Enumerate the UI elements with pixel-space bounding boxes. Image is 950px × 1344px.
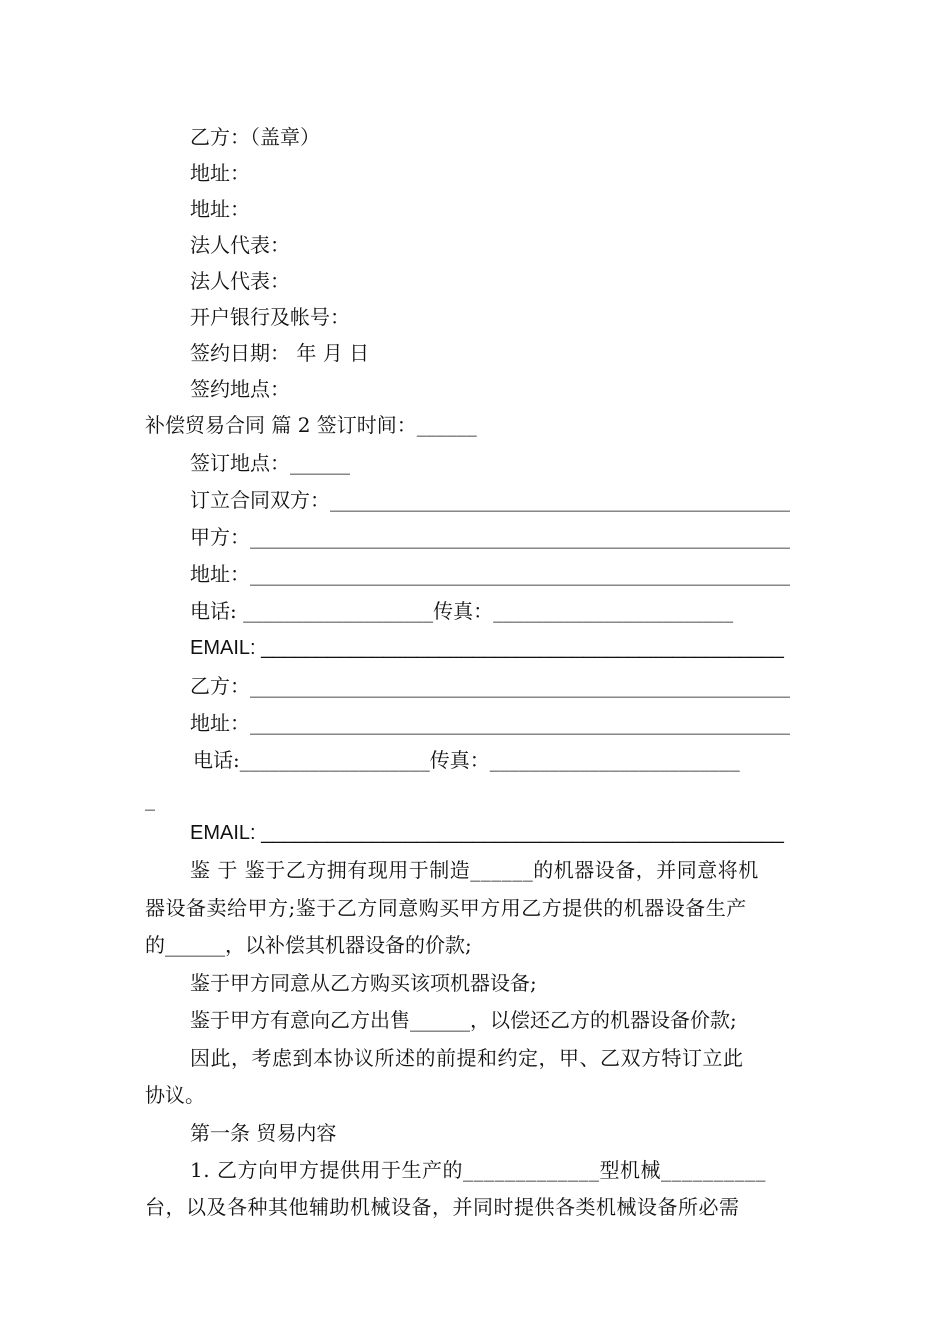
legal-rep-line: 法人代表：: [190, 269, 290, 293]
party-b-address-line: 地址：______________________________________________________: [190, 711, 790, 735]
legal-rep-line: 法人代表：: [190, 233, 290, 257]
party-a-email-line: EMAIL: _______________________________________________: [190, 637, 784, 659]
article-one-heading: 第一条 贸易内容: [190, 1121, 337, 1145]
recital-line: 鉴于甲方有意向乙方出售______，以偿还乙方的机器设备价款;: [190, 1008, 737, 1032]
therefore-paragraph-line: 协议。: [145, 1083, 205, 1107]
party-a-line: 甲方：______________________________________________________: [190, 525, 790, 549]
recital-paragraph-line: 器设备卖给甲方;鉴于乙方同意购买甲方用乙方提供的机器设备生产: [145, 896, 747, 920]
recital-line: 鉴于甲方同意从乙方购买该项机器设备;: [190, 971, 537, 995]
address-line: 地址：: [190, 197, 250, 221]
party-a-address-line: 地址：______________________________________________________: [190, 562, 790, 586]
party-a-phone-fax-line: 电话: ___________________传真：________________________: [190, 599, 734, 623]
wrapped-underscore-line: _: [145, 787, 155, 811]
party-b-email-line: EMAIL: _______________________________________________: [190, 822, 784, 844]
recital-paragraph-line: 的______，以补偿其机器设备的价款;: [145, 933, 472, 957]
contract-heading-line: 补偿贸易合同 篇 2 签订时间：______: [145, 413, 477, 437]
bank-account-line: 开户银行及帐号：: [190, 305, 350, 329]
party-b-phone-fax-line: 电话:___________________传真：_________________________: [193, 748, 740, 772]
recital-paragraph-line: 鉴 于 鉴于乙方拥有现用于制造______的机器设备，并同意将机: [190, 858, 759, 882]
therefore-paragraph-line: 因此，考虑到本协议所述的前提和约定，甲、乙双方特订立此: [190, 1046, 744, 1070]
sign-date-line: 签约日期： 年 月 日: [190, 341, 370, 365]
address-line: 地址：: [190, 161, 250, 185]
party-b-line: 乙方：______________________________________________________: [190, 674, 790, 698]
party-b-seal-line: 乙方：（盖章）: [190, 125, 320, 149]
sign-place-line: 签约地点：: [190, 377, 290, 401]
sign-location-line: 签订地点：______: [190, 451, 350, 475]
clause-paragraph-line: 台，以及各种其他辅助机械设备，并同时提供各类机械设备所必需: [145, 1195, 740, 1219]
contracting-parties-line: 订立合同双方：______________________________________________: [190, 488, 790, 512]
clause-paragraph-line: 1. 乙方向甲方提供用于生产的_____________型机械__________: [190, 1158, 766, 1182]
